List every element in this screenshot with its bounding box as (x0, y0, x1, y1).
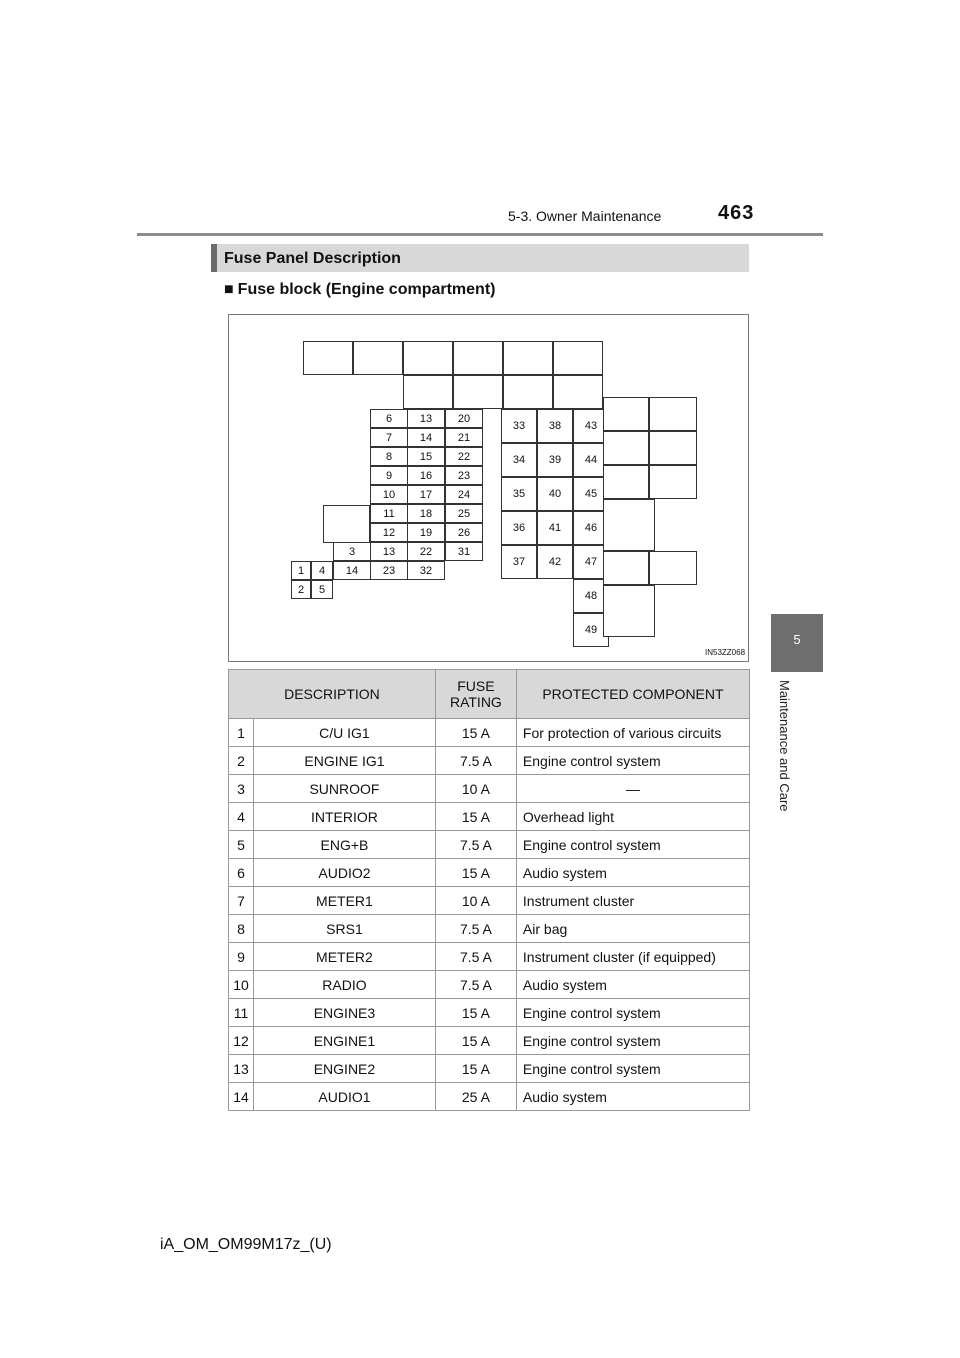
fuse-slot: 36 (501, 511, 537, 545)
fuse-slot: 41 (537, 511, 573, 545)
row-fuse-rating: 7.5 A (435, 747, 516, 775)
header-rule (137, 233, 823, 236)
table-row (229, 719, 750, 747)
row-protected-component: Audio system (516, 1083, 749, 1111)
fuse-slot: 31 (445, 542, 483, 561)
fuse-slot: 24 (445, 485, 483, 504)
section-title: Fuse Panel Description (224, 250, 401, 267)
relay-slot (303, 341, 353, 375)
table-header-row (229, 670, 750, 719)
row-description: RADIO (254, 971, 436, 999)
fuse-slot: 20 (445, 409, 483, 428)
subheading-text: Fuse block (Engine compartment) (237, 281, 496, 298)
row-fuse-rating: 7.5 A (435, 971, 516, 999)
table-row (229, 775, 750, 803)
fuse-slot: 43 (573, 409, 609, 443)
fuse-slot: 21 (445, 428, 483, 447)
row-description: ENG+B (254, 831, 436, 859)
row-protected-component: Engine control system (516, 1055, 749, 1083)
row-number: 2 (229, 747, 254, 775)
fuse-slot: 34 (501, 443, 537, 477)
fuse-slot: 45 (573, 477, 609, 511)
row-number: 8 (229, 915, 254, 943)
header-description: DESCRIPTION (229, 670, 436, 719)
row-number: 11 (229, 999, 254, 1027)
row-description: INTERIOR (254, 803, 436, 831)
row-description: ENGINE1 (254, 1027, 436, 1055)
row-protected-component: For protection of various circuits (516, 719, 749, 747)
relay-slot (649, 397, 697, 431)
table-row (229, 915, 750, 943)
fuse-slot: 14 (333, 561, 371, 580)
row-protected-component: Audio system (516, 859, 749, 887)
row-fuse-rating: 10 A (435, 887, 516, 915)
relay-slot (453, 375, 503, 409)
row-protected-component: Engine control system (516, 999, 749, 1027)
row-number: 7 (229, 887, 254, 915)
relay-slot (603, 585, 655, 637)
relay-slot (323, 505, 370, 543)
fuse-slot: 15 (407, 447, 445, 466)
row-fuse-rating: 15 A (435, 1055, 516, 1083)
fuse-slot: 7 (370, 428, 408, 447)
relay-slot (603, 397, 649, 431)
relay-slot (649, 551, 697, 585)
fuse-slot: 1 (291, 561, 311, 580)
row-protected-component: Engine control system (516, 831, 749, 859)
relay-slot (503, 375, 553, 409)
fuse-slot: 13 (370, 542, 408, 561)
table-row (229, 971, 750, 999)
fuse-slot: 46 (573, 511, 609, 545)
table-row (229, 803, 750, 831)
diagram-image-code: IN53ZZ068 (705, 648, 746, 657)
fuse-slot: 39 (537, 443, 573, 477)
relay-slot (403, 375, 453, 409)
table-row (229, 943, 750, 971)
row-number: 14 (229, 1083, 254, 1111)
fuse-slot: 23 (445, 466, 483, 485)
row-description: ENGINE IG1 (254, 747, 436, 775)
row-protected-component: Instrument cluster (516, 887, 749, 915)
fuse-slot: 44 (573, 443, 609, 477)
chapter-tab-label: Maintenance and Care (777, 680, 792, 812)
fuse-slot: 26 (445, 523, 483, 542)
table-row (229, 999, 750, 1027)
row-protected-component: Engine control system (516, 1027, 749, 1055)
running-header-section: 5-3. Owner Maintenance (508, 208, 662, 224)
fuse-slot: 10 (370, 485, 408, 504)
fuse-slot: 4 (311, 561, 333, 580)
fuse-slot: 33 (501, 409, 537, 443)
fuse-slot: 35 (501, 477, 537, 511)
table-row (229, 887, 750, 915)
fuse-slot: 48 (573, 579, 609, 613)
row-description: C/U IG1 (254, 719, 436, 747)
row-protected-component: Air bag (516, 915, 749, 943)
fuse-slot: 22 (407, 542, 445, 561)
row-number: 13 (229, 1055, 254, 1083)
row-description: AUDIO2 (254, 859, 436, 887)
fuse-slot: 9 (370, 466, 408, 485)
bullet-square-icon: ■ (224, 281, 234, 298)
row-protected-component: Instrument cluster (if equipped) (516, 943, 749, 971)
row-fuse-rating: 15 A (435, 719, 516, 747)
table-row (229, 1027, 750, 1055)
fuse-slot: 47 (573, 545, 609, 579)
page-number: 463 (718, 202, 755, 224)
fuse-table (228, 669, 750, 1111)
fuse-slot: 3 (333, 542, 371, 561)
row-protected-component: — (516, 775, 749, 803)
row-fuse-rating: 15 A (435, 1027, 516, 1055)
table-row (229, 747, 750, 775)
fuse-slot: 49 (573, 613, 609, 647)
fuse-slot: 25 (445, 504, 483, 523)
row-fuse-rating: 10 A (435, 775, 516, 803)
fuse-slot: 38 (537, 409, 573, 443)
row-fuse-rating: 15 A (435, 803, 516, 831)
row-description: ENGINE3 (254, 999, 436, 1027)
fuse-slot: 18 (407, 504, 445, 523)
row-fuse-rating: 15 A (435, 999, 516, 1027)
relay-slot (603, 499, 655, 551)
relay-slot (403, 341, 453, 375)
row-protected-component: Engine control system (516, 747, 749, 775)
row-number: 12 (229, 1027, 254, 1055)
fuse-slot: 8 (370, 447, 408, 466)
row-fuse-rating: 15 A (435, 859, 516, 887)
fuse-slot: 23 (370, 561, 408, 580)
row-number: 9 (229, 943, 254, 971)
relay-slot (603, 551, 649, 585)
fuse-slot: 16 (407, 466, 445, 485)
table-body (229, 719, 750, 1111)
row-description: ENGINE2 (254, 1055, 436, 1083)
fuse-block-diagram (228, 314, 749, 662)
fuse-slot: 5 (311, 580, 333, 599)
fuse-slot: 42 (537, 545, 573, 579)
relay-slot (553, 341, 603, 375)
row-description: METER1 (254, 887, 436, 915)
relay-slot (353, 341, 403, 375)
relay-slot (503, 341, 553, 375)
row-number: 3 (229, 775, 254, 803)
header-fuse-rating: FUSE RATING (435, 670, 516, 719)
table-row (229, 1055, 750, 1083)
row-description: SUNROOF (254, 775, 436, 803)
fuse-slot: 37 (501, 545, 537, 579)
fuse-slot: 14 (407, 428, 445, 447)
row-number: 10 (229, 971, 254, 999)
table-row (229, 859, 750, 887)
relay-slot (649, 431, 697, 465)
relay-slot (603, 431, 649, 465)
row-number: 4 (229, 803, 254, 831)
relay-slot (603, 465, 649, 499)
header-protected-component: PROTECTED COMPONENT (516, 670, 749, 719)
fuse-slot: 6 (370, 409, 408, 428)
fuse-slot: 11 (370, 504, 408, 523)
row-fuse-rating: 25 A (435, 1083, 516, 1111)
row-fuse-rating: 7.5 A (435, 915, 516, 943)
row-protected-component: Overhead light (516, 803, 749, 831)
table-row (229, 831, 750, 859)
row-protected-component: Audio system (516, 971, 749, 999)
relay-slot (453, 341, 503, 375)
chapter-tab-number: 5 (793, 632, 801, 647)
fuse-slot: 40 (537, 477, 573, 511)
document-code-footer: iA_OM_OM99M17z_(U) (160, 1236, 332, 1253)
row-number: 5 (229, 831, 254, 859)
row-number: 6 (229, 859, 254, 887)
row-description: METER2 (254, 943, 436, 971)
fuse-slot: 12 (370, 523, 408, 542)
table-row (229, 1083, 750, 1111)
subheading (224, 281, 495, 299)
fuse-slot: 2 (291, 580, 311, 599)
row-fuse-rating: 7.5 A (435, 943, 516, 971)
fuse-slot: 19 (407, 523, 445, 542)
fuse-slot: 17 (407, 485, 445, 504)
row-description: AUDIO1 (254, 1083, 436, 1111)
row-fuse-rating: 7.5 A (435, 831, 516, 859)
relay-slot (553, 375, 603, 409)
relay-slot (649, 465, 697, 499)
fuse-slot: 13 (407, 409, 445, 428)
fuse-slot: 22 (445, 447, 483, 466)
row-description: SRS1 (254, 915, 436, 943)
row-number: 1 (229, 719, 254, 747)
fuse-slot: 32 (407, 561, 445, 580)
